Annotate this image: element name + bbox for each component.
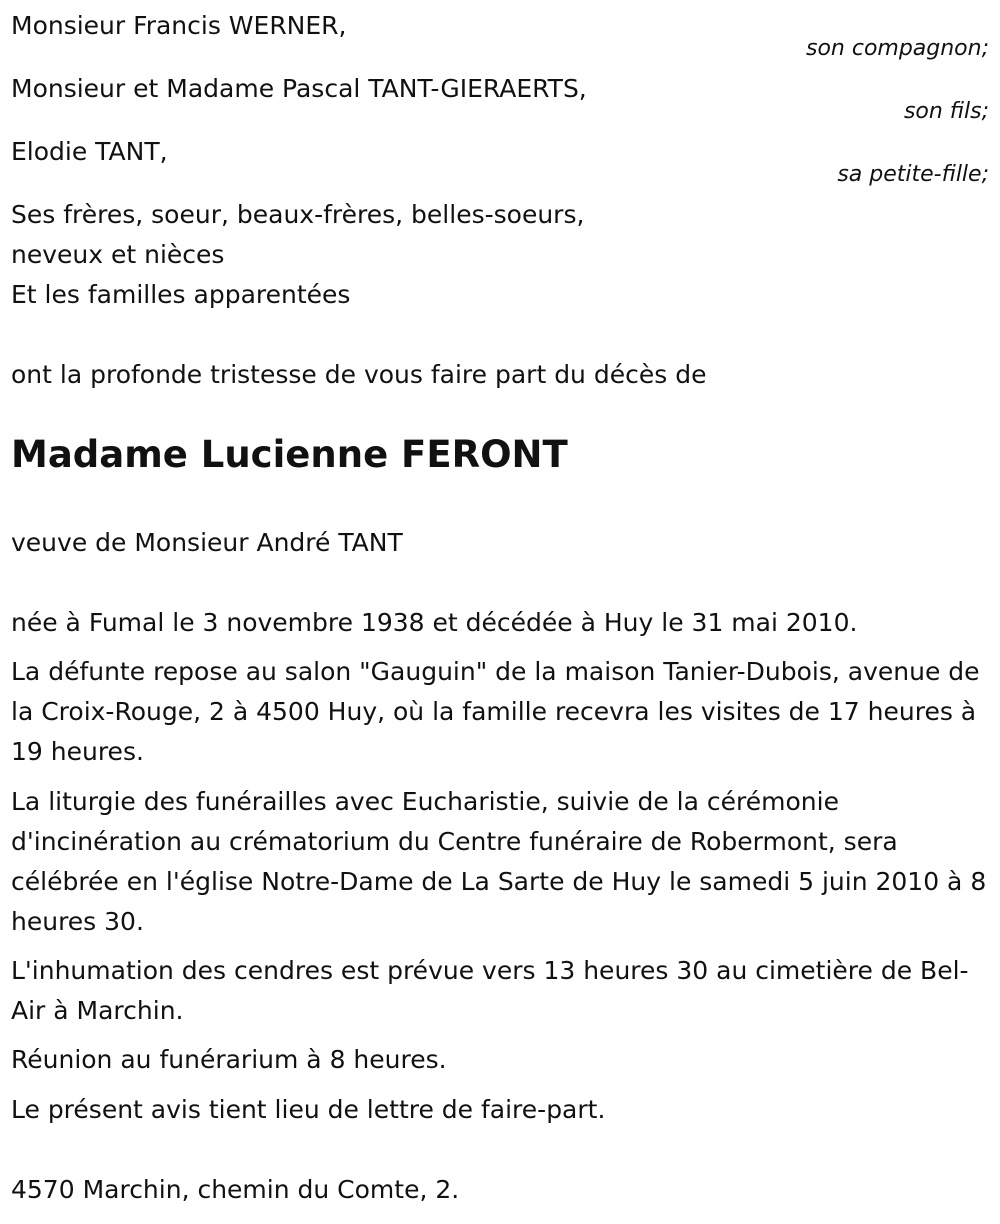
wake-paragraph: La défunte repose au salon "Gauguin" de la maison Tanier-Dubois, avenue de la Croix-Rouge, 2 à 4500 Huy, où la famille recevra les visites de 17 heures à 19 heures. <box>11 657 980 766</box>
family-member-name: Monsieur Francis WERNER, <box>11 11 347 40</box>
deceased-name: Madame Lucienne FERONT <box>11 433 568 476</box>
relatives-line: Et les familles apparentées <box>11 280 351 309</box>
address-text: 4570 Marchin, chemin du Comte, 2. <box>11 1175 460 1204</box>
relatives-line: Ses frères, soeur, beaux-frères, belles-soeurs, <box>11 200 585 229</box>
family-member-relation: son compagnon; <box>805 36 989 61</box>
birth-death-text: née à Fumal le 3 novembre 1938 et décédée à Huy le 31 mai 2010. <box>11 608 858 637</box>
relatives-line: neveux et nièces <box>11 240 225 269</box>
family-member-name: Monsieur et Madame Pascal TANT-GIERAERTS, <box>11 74 587 103</box>
notice-paragraph: Le présent avis tient lieu de lettre de faire-part. <box>11 1095 606 1124</box>
family-member-relation: sa petite-fille; <box>837 162 989 187</box>
ceremony-paragraph: La liturgie des funérailles avec Eucharistie, suivie de la cérémonie d'incinération au crématorium du Centre funéraire de Robermont, sera célébrée en l'église Notre-Dame de La Sarte de Huy le samedi 5 juin 2010 à 8 heures 30. <box>11 787 987 936</box>
reunion-paragraph: Réunion au funérarium à 8 heures. <box>11 1045 447 1074</box>
family-member-relation: son fils; <box>903 99 989 124</box>
announcement-text: ont la profonde tristesse de vous faire part du décès de <box>11 360 707 389</box>
burial-paragraph: L'inhumation des cendres est prévue vers 13 heures 30 au cimetière de Bel-Air à Marchin. <box>11 956 969 1025</box>
family-member-name: Elodie TANT, <box>11 137 168 166</box>
widow-of-text: veuve de Monsieur André TANT <box>11 528 403 557</box>
